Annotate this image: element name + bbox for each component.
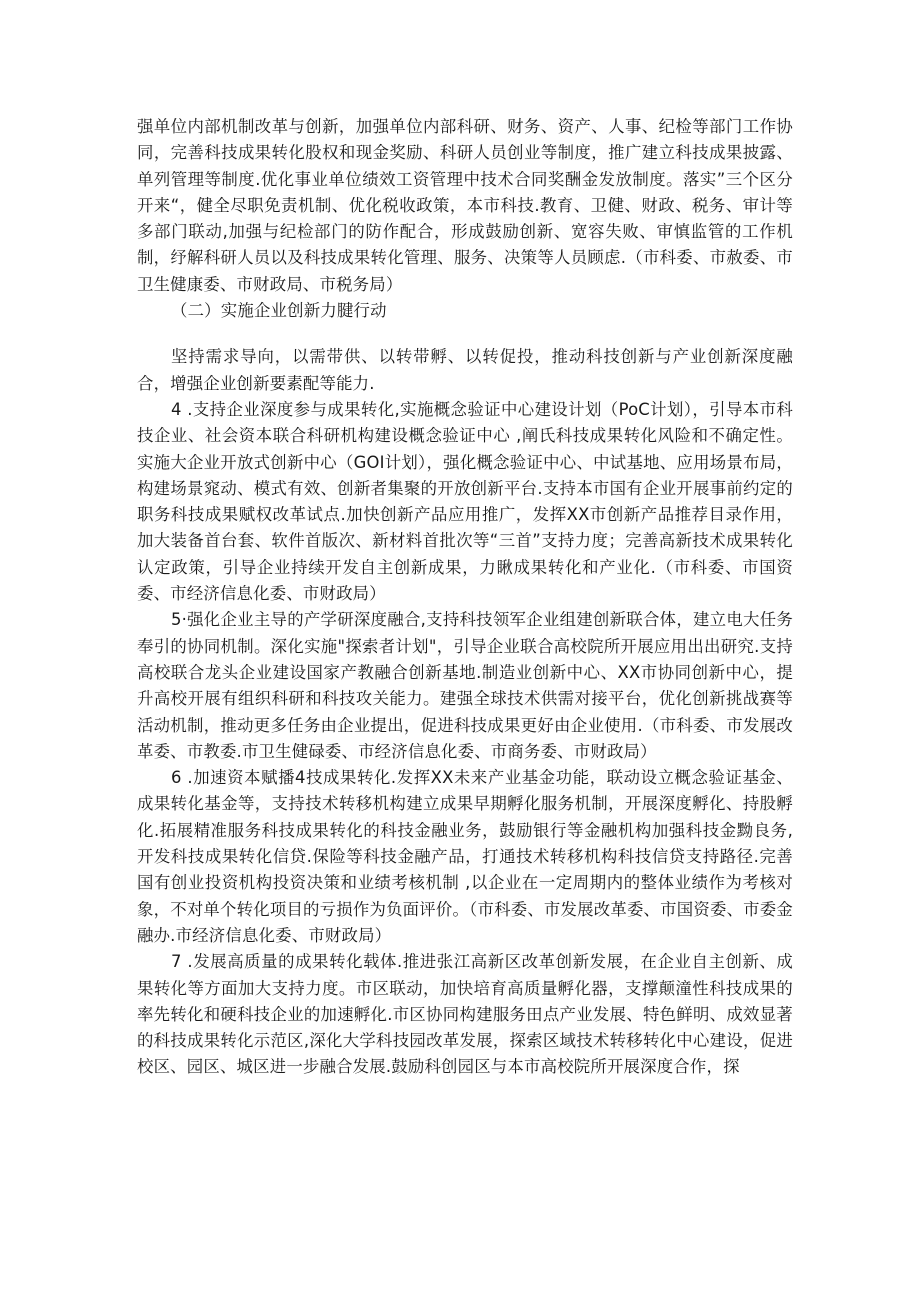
section-heading: （二）实施企业创新力腱行动 — [171, 301, 387, 321]
paragraph-item-7: 7 .发展高质量的成果转化载体.推进张江高新区改革创新发展，在企业自主创新、成果转化等方面加大支持力度。市区联动，加快培育高质量孵化器，支撑颠潼性科技成果的率先转化和硬科技企业的加速孵化.市区协同构建服务田点产业发展、特色鲜明、成效显著的科技成果转化示范区,深化大学科技园改革发展，探索区域技术转移转化中心建设，促进校区、园区、城区进一步融合发展.鼓励科创园区与本市高校院所开展深度合作，探 — [137, 952, 793, 1077]
paragraph-item-6: 6 .加速资本赋播4技成果转化.发挥XX未来产业基金功能，联动设立概念验证基金、成果转化基金等，支持技术转移机构建立成果早期孵化服务机制，开展深度孵化、持股孵化.拓展精准服务科技成果转化的科技金融业务，鼓励银行等金融机构加强科技金黝良务,开发科技成果转化信贷.保险等科技金融产品，打通技术转移机构科技信贷支持路径.完善国有创业投资机构投资决策和业绩考核机制 ,以企业在一定周期内的整体业绩作为考核对象，不对单个转化项目的亏损作为负面评价。（市科委、市发展改革委、市国资委、市委金融办.市经济信息化委、市财政局） — [137, 768, 793, 945]
paragraph-continuation: 强单位内部机制改革与创新，加强单位内部科研、财务、资产、人事、纪检等部门工作协同，完善科技成果转化股权和现金奖励、科研人员创业等制度，推广建立科技成果披露、单列管理等制度.优化事业单位绩效工资管理中技术合同奖酬金发放制度。落实”三个区分开来“，健全尽职免责机制、优化税收政策，本市科技.教育、卫健、财政、税务、审计等多部门联动,加强与纪检部门的防作配合，形成鼓励创新、宽容失败、审慎监管的工作机制，纾解科研人员以及科技成果转化管理、服务、决策等人员顾虑.（市科委、市赦委、市卫生健康委、市财政局、市税务局） — [137, 117, 793, 294]
document-body — [137, 114, 793, 1081]
paragraph-intro: 坚持需求导向，以需带供、以转带孵、以转促投，推动科技创新与产业创新深度融合，增强企业创新要素配等能力. — [137, 347, 793, 393]
paragraph-item-5: 5·强化企业主导的产学研深度融合,支持科技领军企业组建创新联合体，建立电大任务奉引的协同机制。深化实施"探索者计划"，引导企业联合高校院所开展应用出出研究.支持高校联合龙头企业建设国家产教融合创新基地.制造业创新中心、XX市协同创新中心，提升高校开展有组织科研和科技攻关能力。建强全球技术供需对接平台，优化创新挑战赛等活动机制，推动更多任务由企业提出，促进科技成果更好由企业使用.（市科委、市发展改革委、市教委.市卫生健碌委、市经济信息化委、市商务委、市财政局） — [137, 610, 793, 761]
paragraph-item-4: 4 .支持企业深度参与成果转化,实施概念验证中心建设计划（PoC计划），引导本市科技企业、社会资本联合科研机构建设概念验证中心 ,阐氏科技成果转化风险和不确定性。实施大企业开放式创新中心（GOI计划），强化概念验证中心、中试基地、应用场景布局，构建场景窕动、模式有效、创新者集聚的开放创新平台.支持本市国有企业开展事前约定的职务科技成果赋权改革试点.加快创新产品应用推广，发挥XX市创新产品推荐目录作用，加大装备首台套、软件首版次、新材料首批次等“三首”支持力度；完善高新技术成果转化认定政策，引导企业持续开发自主创新成果，力瞅成果转化和产业化.（市科委、市国资委、市经济信息化委、市财政局） — [137, 399, 793, 604]
